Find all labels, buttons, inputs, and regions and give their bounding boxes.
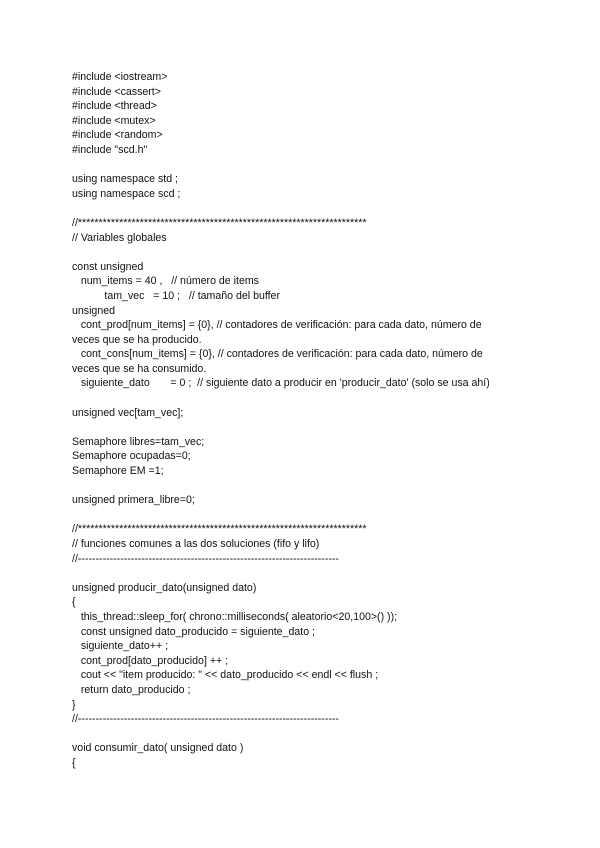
code-line: veces que se ha producido. bbox=[72, 333, 202, 346]
code-line: //-------------------------------------------------------------------------- bbox=[72, 552, 339, 565]
code-line: using namespace scd ; bbox=[72, 187, 181, 200]
code-line: veces que se ha consumido. bbox=[72, 362, 207, 375]
code-line: void consumir_dato( unsigned dato ) bbox=[72, 742, 244, 755]
code-line: Semaphore libres=tam_vec; bbox=[72, 435, 205, 448]
code-line: #include "scd.h" bbox=[72, 143, 148, 156]
document-page bbox=[72, 70, 572, 771]
blank-line bbox=[72, 479, 572, 494]
code-line: const unsigned bbox=[72, 260, 144, 273]
blank-line bbox=[72, 566, 572, 581]
blank-line bbox=[72, 420, 572, 435]
code-line: cout << "item producido: " << dato_producido << endl << flush ; bbox=[72, 669, 379, 682]
code-line: cont_prod[dato_producido] ++ ; bbox=[72, 654, 229, 667]
code-line: // funciones comunes a las dos soluciones (fifo y lifo) bbox=[72, 538, 320, 550]
code-line: //********************************************************************** bbox=[72, 523, 367, 536]
blank-line bbox=[72, 508, 572, 523]
code-line: this_thread::sleep_for( chrono::milliseconds( aleatorio<20,100>() )); bbox=[72, 610, 398, 623]
code-line: num_items = 40 , // número de items bbox=[72, 275, 259, 288]
code-line: //-------------------------------------------------------------------------- bbox=[72, 713, 339, 726]
code-line: #include <iostream> bbox=[72, 71, 168, 83]
code-line: return dato_producido ; bbox=[72, 683, 191, 696]
code-line: #include <mutex> bbox=[72, 114, 156, 127]
code-line: unsigned producir_dato(unsigned dato) bbox=[72, 581, 257, 594]
code-line: #include <cassert> bbox=[72, 85, 161, 98]
code-line: #include <random> bbox=[72, 129, 163, 142]
code-line: } bbox=[72, 698, 76, 711]
code-line: Semaphore EM =1; bbox=[72, 465, 164, 478]
blank-line bbox=[72, 201, 572, 216]
code-line: { bbox=[72, 596, 76, 609]
code-line: siguiente_dato = 0 ; // siguiente dato a producir en 'producir_dato' (solo se usa ahí) bbox=[72, 377, 490, 390]
code-line: siguiente_dato++ ; bbox=[72, 640, 169, 653]
code-line: unsigned vec[tam_vec]; bbox=[72, 406, 184, 419]
code-line: const unsigned dato_producido = siguiente_dato ; bbox=[72, 625, 315, 638]
code-line: cont_prod[num_items] = {0}, // contadores de verificación: para cada dato, número de bbox=[72, 319, 482, 332]
blank-line bbox=[72, 158, 572, 173]
code-line: using namespace std ; bbox=[72, 173, 178, 186]
blank-line bbox=[72, 245, 572, 260]
blank-line bbox=[72, 727, 572, 742]
code-line: tam_vec = 10 ; // tamaño del buffer bbox=[72, 289, 280, 302]
blank-line bbox=[72, 391, 572, 406]
code-line: // Variables globales bbox=[72, 231, 167, 244]
code-line: unsigned primera_libre=0; bbox=[72, 494, 195, 507]
code-line: unsigned bbox=[72, 304, 116, 317]
code-line: { bbox=[72, 756, 76, 769]
code-line: cont_cons[num_items] = {0}, // contadores de verificación: para cada dato, número de bbox=[72, 348, 483, 361]
code-line: //********************************************************************** bbox=[72, 216, 367, 229]
code-line: Semaphore ocupadas=0; bbox=[72, 450, 191, 463]
code-line: #include <thread> bbox=[72, 100, 157, 113]
